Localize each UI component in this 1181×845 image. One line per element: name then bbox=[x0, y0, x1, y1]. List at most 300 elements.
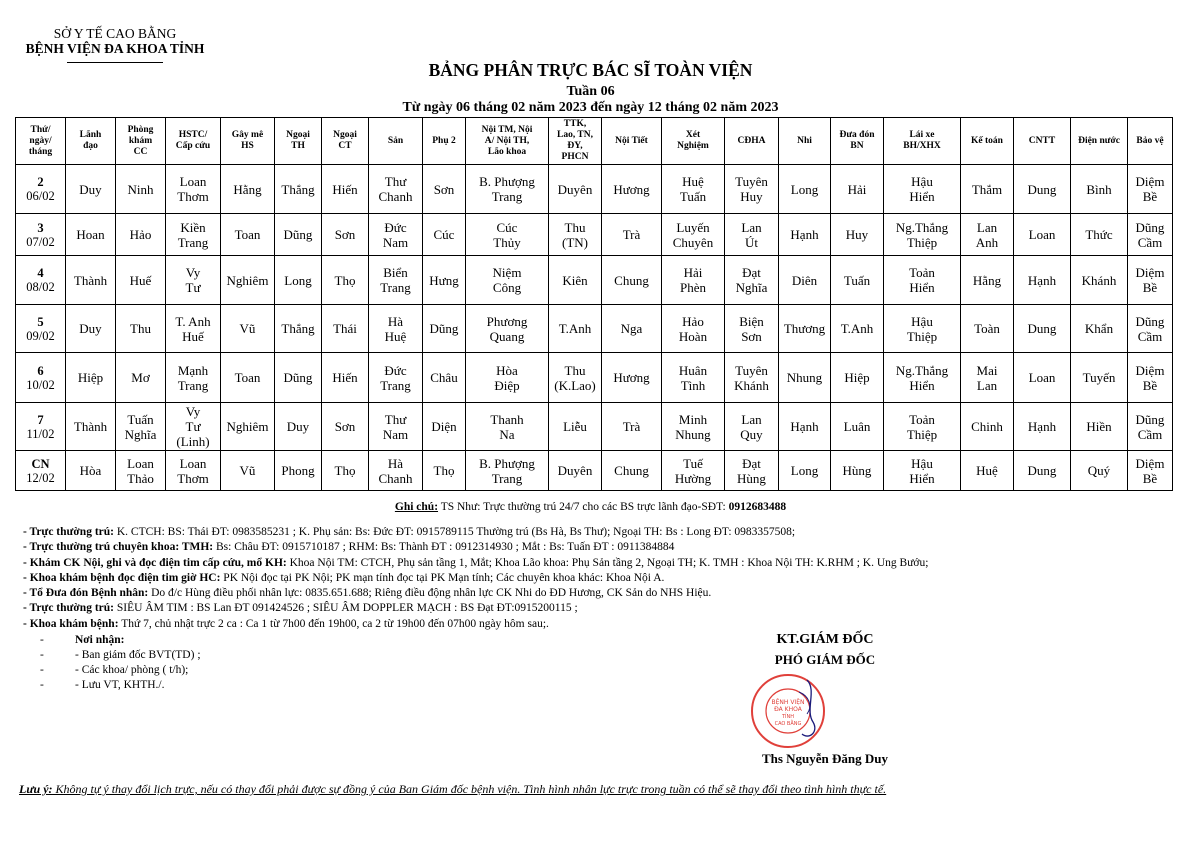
column-header: TTK, Lao, TN, ĐY, PHCN bbox=[549, 118, 602, 165]
doctor-names: Sơn bbox=[334, 419, 356, 434]
doctor-names: Hạnh bbox=[790, 419, 819, 434]
table-header-row bbox=[16, 118, 1173, 165]
duty-cell bbox=[166, 214, 221, 256]
seal-text-3: TỈNH bbox=[781, 714, 795, 720]
column-header: Ngoại TH bbox=[275, 118, 322, 165]
day-cell bbox=[16, 256, 66, 305]
day-cell bbox=[16, 214, 66, 256]
doctor-names: Hạnh bbox=[790, 227, 819, 242]
duty-cell bbox=[116, 165, 166, 214]
recipient-item: - Ban giám đốc BVT(TD) ; bbox=[75, 649, 201, 661]
table-row bbox=[16, 165, 1173, 214]
duty-cell bbox=[1128, 353, 1173, 403]
doctor-names: Kiền Trang bbox=[177, 219, 209, 250]
doctor-names: Diện bbox=[431, 419, 457, 434]
recipient-item: - Các khoa/ phòng ( t/h); bbox=[75, 664, 189, 676]
duty-cell bbox=[1071, 214, 1128, 256]
date: 11/02 bbox=[26, 426, 55, 441]
doctor-names: Hiến bbox=[332, 181, 358, 197]
note-line bbox=[23, 571, 1173, 586]
duty-cell bbox=[221, 403, 275, 451]
doctor-names: Hiệp bbox=[77, 370, 104, 385]
doctor-names: Dung bbox=[1027, 181, 1057, 197]
doctor-names: Long bbox=[790, 463, 819, 478]
duty-cell bbox=[602, 305, 662, 353]
doctor-names: Đạt Nghĩa bbox=[735, 265, 768, 295]
doctor-names: Phương Quang bbox=[486, 313, 528, 344]
duty-cell bbox=[884, 305, 961, 353]
duty-cell bbox=[884, 403, 961, 451]
doctor-names: Khẩn bbox=[1084, 321, 1114, 336]
duty-cell bbox=[549, 214, 602, 256]
signature-subtitle: PHÓ GIÁM ĐỐC bbox=[774, 652, 876, 667]
doctor-names: Niệm Công bbox=[492, 265, 522, 295]
duty-cell bbox=[322, 214, 369, 256]
column-header: Điện nước bbox=[1071, 118, 1128, 165]
duty-cell bbox=[116, 256, 166, 305]
duty-cell bbox=[1071, 451, 1128, 491]
doctor-names: Loan Thơm bbox=[177, 174, 209, 204]
doctor-names: Thanh Na bbox=[490, 411, 524, 442]
duty-cell bbox=[166, 451, 221, 491]
note-line bbox=[23, 617, 1173, 632]
duty-cell bbox=[66, 256, 116, 305]
doctor-names: Hảo Hoàn bbox=[678, 313, 708, 344]
duty-cell bbox=[779, 165, 831, 214]
date: 06/02 bbox=[26, 189, 55, 203]
doctor-names: Dung bbox=[1027, 321, 1057, 336]
date: 09/02 bbox=[26, 328, 55, 343]
duty-cell bbox=[275, 451, 322, 491]
duty-cell bbox=[423, 403, 466, 451]
note-phone: 0912683488 bbox=[728, 501, 787, 513]
column-header: Thứ/ ngày/ tháng bbox=[16, 118, 66, 165]
doctor-names: Hiến bbox=[332, 370, 358, 385]
table-row bbox=[16, 214, 1173, 256]
duty-cell bbox=[725, 353, 779, 403]
duty-cell bbox=[369, 305, 423, 353]
duty-cell bbox=[1071, 305, 1128, 353]
duty-cell bbox=[779, 403, 831, 451]
doctor-names: Luân bbox=[843, 419, 871, 434]
recipients-title: Nơi nhận: bbox=[75, 634, 125, 646]
hospital-seal-icon bbox=[747, 670, 829, 752]
date-range: Từ ngày 06 tháng 02 năm 2023 đến ngày 12 tháng 02 năm 2023 bbox=[402, 100, 779, 115]
doctor-names: Toản Hiển bbox=[909, 265, 935, 295]
duty-cell bbox=[466, 214, 549, 256]
note-line-text: Do đ/c Hùng điều phối nhân lực: 0835.651.688; Riêng điều động nhân lực CK Nhi do ĐD Hương, CK Sản do NHS Hiệu. bbox=[148, 587, 712, 600]
day-cell bbox=[16, 353, 66, 403]
recipients-block: - Nơi nhận: - - Ban giám đốc BVT(TD) ; - - Các khoa/ phòng ( t/h); - - Lưu VT, KHTH./. bbox=[40, 634, 201, 691]
doctor-names: Đức Trang bbox=[380, 362, 411, 393]
doctor-names: Diên bbox=[791, 272, 818, 288]
table-row bbox=[16, 353, 1173, 403]
weekday: 3 bbox=[37, 220, 44, 235]
doctor-names: Thắng bbox=[281, 321, 315, 336]
doctor-names: Luyến Chuyên bbox=[672, 219, 714, 250]
duty-cell bbox=[66, 165, 116, 214]
org-header bbox=[20, 26, 210, 63]
doctor-names: Tuyên Khánh bbox=[734, 362, 769, 393]
note-line-text: SIÊU ÂM TIM : BS Lan ĐT 091424526 ; SIÊU ÂM DOPPLER MẠCH : BS Đạt ĐT:0915200115 ; bbox=[113, 602, 578, 615]
duty-cell bbox=[779, 256, 831, 305]
note-line-text: Khoa Nội TM: CTCH, Phụ sản tầng 1, Mắt; Khoa Lão khoa: Phụ Sản tầng 2, Ngoại TH; K. TMH : Khoa Nội TH: K.RHM ; K. Ung Bướu; bbox=[286, 556, 929, 569]
doctor-names: Nhung bbox=[786, 370, 823, 385]
doctor-names: Toan bbox=[234, 370, 261, 385]
doctor-names: Mai Lan bbox=[976, 362, 998, 393]
doctor-names: Liễu bbox=[563, 419, 587, 434]
seal-text-1: BỆNH VIỆN bbox=[771, 699, 805, 706]
doctor-names: Hương bbox=[613, 181, 650, 197]
duty-cell bbox=[831, 403, 884, 451]
doctor-names: Hậu Hiển bbox=[909, 455, 935, 486]
note-line-text: PK Nội đọc tại PK Nội; PK mạn tính đọc tại PK Mạn tính; Các chuyên khoa khác: Khoa Nội A. bbox=[220, 571, 665, 584]
duty-cell bbox=[662, 305, 725, 353]
doctor-names: Nghiêm bbox=[226, 419, 269, 434]
duty-cell bbox=[166, 353, 221, 403]
table-row bbox=[16, 451, 1173, 491]
duty-cell bbox=[1128, 305, 1173, 353]
duty-cell bbox=[466, 256, 549, 305]
day-cell bbox=[16, 403, 66, 451]
signer-name: Ths Nguyễn Đăng Duy bbox=[761, 751, 889, 766]
duty-cell bbox=[662, 256, 725, 305]
doctor-names: Khánh bbox=[1081, 272, 1117, 288]
duty-cell bbox=[221, 451, 275, 491]
duty-cell bbox=[369, 165, 423, 214]
duty-cell bbox=[423, 165, 466, 214]
doctor-names: Hòa Điệp bbox=[494, 362, 520, 393]
duty-cell bbox=[831, 214, 884, 256]
note-line-label: - Trực thường trú: bbox=[23, 602, 114, 615]
duty-cell bbox=[1014, 305, 1071, 353]
doctor-names: Thọ bbox=[433, 463, 455, 478]
doctor-names: Dũng Cầm bbox=[1135, 313, 1165, 344]
duty-cell bbox=[961, 165, 1014, 214]
duty-cell bbox=[221, 256, 275, 305]
day-cell bbox=[16, 305, 66, 353]
note-line-text: Bs: Châu ĐT: 0915710187 ; RHM: Bs: Thành ĐT : 0912314930 ; Mắt : Bs: Tuấn ĐT : 0911384884 bbox=[213, 541, 675, 554]
doctor-names: Duy bbox=[79, 181, 102, 197]
duty-cell bbox=[884, 214, 961, 256]
duty-cell bbox=[831, 353, 884, 403]
duty-cell bbox=[662, 353, 725, 403]
duty-cell bbox=[275, 165, 322, 214]
doctor-names: Diệm Bề bbox=[1135, 362, 1165, 393]
doctor-names: Ng.Thắng Hiển bbox=[895, 362, 949, 393]
note-line bbox=[23, 540, 1173, 555]
duty-cell bbox=[322, 165, 369, 214]
doctor-names: Mạnh Trang bbox=[177, 362, 209, 393]
doctor-names: Biển Trang bbox=[380, 265, 411, 295]
doctor-names: Hiền bbox=[1086, 419, 1112, 434]
note-line-label: - Trực thường trú: bbox=[23, 526, 114, 538]
doctor-names: Kiên bbox=[562, 272, 588, 288]
duty-cell bbox=[423, 256, 466, 305]
doctor-names: Huế bbox=[129, 272, 152, 288]
doctor-names: Thu (K.Lao) bbox=[554, 362, 596, 393]
note-label: Ghi chú: bbox=[394, 501, 439, 513]
doctor-names: Phong bbox=[281, 463, 315, 478]
column-header: Nội Tiết bbox=[602, 118, 662, 165]
column-header: Bảo vệ bbox=[1128, 118, 1173, 165]
doctor-names: Diệm Bề bbox=[1135, 455, 1165, 486]
doctor-names: Dũng bbox=[283, 227, 313, 242]
column-header: Lãnh đạo bbox=[66, 118, 116, 165]
duty-cell bbox=[1128, 256, 1173, 305]
duty-cell bbox=[725, 256, 779, 305]
duty-roster-table bbox=[15, 117, 1173, 491]
doctor-names: Lan Anh bbox=[975, 219, 999, 250]
duty-cell bbox=[1071, 165, 1128, 214]
duty-cell bbox=[831, 451, 884, 491]
signature-title: KT.GIÁM ĐỐC bbox=[776, 632, 874, 647]
duty-cell bbox=[1014, 256, 1071, 305]
doctor-names: Lan Quy bbox=[740, 411, 763, 442]
note-line-label: - Khoa khám bệnh đọc điện tim giờ HC: bbox=[23, 571, 221, 584]
doctor-names: Đức Nam bbox=[382, 219, 409, 250]
duty-cell bbox=[549, 305, 602, 353]
note-line-label: - Khoa khám bệnh: bbox=[23, 617, 119, 630]
duty-cell bbox=[831, 256, 884, 305]
doctor-names: B. Phượng Trang bbox=[479, 455, 535, 486]
doctor-names: Lan Út bbox=[741, 219, 762, 250]
doctor-names: Loan bbox=[1028, 370, 1056, 385]
footer-note bbox=[19, 782, 1179, 797]
duty-cell bbox=[275, 256, 322, 305]
doctor-names: Hiệp bbox=[844, 370, 870, 385]
weekday: 6 bbox=[37, 363, 44, 378]
duty-cell bbox=[66, 451, 116, 491]
duty-cell bbox=[549, 403, 602, 451]
doctor-names: Hòa bbox=[79, 463, 102, 478]
doctor-names: T. Anh Huế bbox=[175, 313, 211, 344]
doctor-names: Thức bbox=[1085, 227, 1113, 242]
duty-cell bbox=[322, 451, 369, 491]
column-header: CĐHA bbox=[725, 118, 779, 165]
duty-cell bbox=[831, 165, 884, 214]
table-body bbox=[16, 165, 1173, 491]
duty-cell bbox=[1071, 256, 1128, 305]
duty-cell bbox=[662, 403, 725, 451]
duty-cell bbox=[369, 214, 423, 256]
footer-text: Không tự ý thay đổi lịch trực, nếu có thay đổi phải được sự đồng ý của Ban Giám đốc bệnh viện. Tình hình nhân lực trực trong tuần có thể sẽ thay đổi theo tình hình thực tế. bbox=[52, 782, 887, 796]
table-row bbox=[16, 403, 1173, 451]
doctor-names: Loan Thơm bbox=[177, 455, 209, 486]
weekday: 4 bbox=[37, 266, 44, 280]
column-header: Nội TM, Nội A/ Nội TH, Lão khoa bbox=[466, 118, 549, 165]
note-line bbox=[23, 586, 1173, 601]
note-line bbox=[23, 601, 1173, 616]
duty-cell bbox=[549, 451, 602, 491]
column-header: Đưa đón BN bbox=[831, 118, 884, 165]
duty-cell bbox=[221, 353, 275, 403]
doctor-names: Loan Thảo bbox=[127, 455, 154, 486]
doctor-names: Thọ bbox=[334, 463, 356, 478]
doctor-names: Trà bbox=[622, 227, 641, 242]
duty-cell bbox=[725, 451, 779, 491]
duty-cell bbox=[221, 165, 275, 214]
duty-cell bbox=[961, 256, 1014, 305]
duty-cell bbox=[1014, 214, 1071, 256]
duty-cell bbox=[779, 353, 831, 403]
doctor-names: Thu bbox=[130, 321, 151, 336]
duty-cell bbox=[602, 165, 662, 214]
column-header: CNTT bbox=[1014, 118, 1071, 165]
note-line-label: - Khám CK Nội, ghi và đọc điện tim cấp cứu, mổ KH: bbox=[23, 556, 287, 569]
doctor-names: Thư Nam bbox=[382, 411, 409, 442]
doctor-names: Duy bbox=[286, 419, 310, 434]
doctor-names: Ninh bbox=[127, 181, 154, 197]
column-header: Gây mê HS bbox=[221, 118, 275, 165]
doctor-names: Nga bbox=[620, 321, 643, 336]
duty-cell bbox=[1128, 403, 1173, 451]
duty-cell bbox=[884, 256, 961, 305]
doctor-names: Hùng bbox=[842, 463, 872, 478]
duty-cell bbox=[166, 256, 221, 305]
duty-cell bbox=[1014, 451, 1071, 491]
doctor-names: Duy bbox=[79, 321, 102, 336]
week-label: Tuần 06 bbox=[566, 84, 615, 99]
doctor-names: Tuấn bbox=[843, 272, 871, 288]
seal-text-4: CAO BẰNG bbox=[774, 721, 802, 727]
duty-cell bbox=[275, 305, 322, 353]
duty-cell bbox=[66, 403, 116, 451]
column-header: Lái xe BH/XHX bbox=[884, 118, 961, 165]
note-line-label: - Trực thường trú chuyên khoa: TMH: bbox=[23, 541, 214, 554]
duty-cell bbox=[423, 305, 466, 353]
doctor-names: Thương bbox=[783, 321, 826, 336]
doctor-names: B. Phượng Trang bbox=[479, 174, 535, 204]
doctor-names: Dũng Cầm bbox=[1135, 411, 1165, 442]
duty-cell bbox=[884, 451, 961, 491]
duty-cell bbox=[275, 403, 322, 451]
weekday: 2 bbox=[37, 175, 44, 189]
doctor-names: Tuế Hường bbox=[674, 455, 712, 486]
doctor-names: Sơn bbox=[433, 181, 455, 197]
duty-cell bbox=[466, 451, 549, 491]
column-header: Kế toán bbox=[961, 118, 1014, 165]
doctor-names: Hải bbox=[847, 181, 867, 197]
duty-cell bbox=[884, 353, 961, 403]
duty-cell bbox=[423, 214, 466, 256]
doctor-names: Vũ bbox=[239, 463, 256, 478]
duty-cell bbox=[961, 403, 1014, 451]
duty-cell bbox=[221, 214, 275, 256]
duty-cell bbox=[549, 256, 602, 305]
seal-text-2: ĐA KHOA bbox=[774, 706, 802, 713]
doctor-names: Hải Phèn bbox=[680, 265, 706, 295]
doctor-names: Duyên bbox=[557, 463, 593, 478]
doctor-names: Huân Tình bbox=[678, 362, 708, 393]
doctor-names: Thắng bbox=[281, 181, 315, 197]
doctor-names: Đạt Hùng bbox=[737, 455, 766, 486]
doctor-names: Ng.Thắng Thiệp bbox=[895, 219, 949, 250]
duty-cell bbox=[662, 165, 725, 214]
duty-cell bbox=[275, 353, 322, 403]
doctor-names: Quý bbox=[1087, 463, 1111, 478]
weekday: CN bbox=[31, 456, 50, 471]
note-text: TS Như: Trực thường trú 24/7 cho các BS trực lãnh đạo-SĐT: bbox=[438, 501, 729, 513]
duty-cell bbox=[725, 214, 779, 256]
doctor-names: Hưng bbox=[429, 272, 459, 288]
doctor-names: Long bbox=[790, 181, 819, 197]
duty-cell bbox=[166, 305, 221, 353]
column-header: Xét Nghiệm bbox=[662, 118, 725, 165]
doctor-names: Dung bbox=[1027, 463, 1057, 478]
duty-cell bbox=[275, 214, 322, 256]
duty-cell bbox=[1014, 403, 1071, 451]
doctor-names: Thành bbox=[73, 272, 108, 288]
table-row bbox=[16, 256, 1173, 305]
doctor-names: Thư Chanh bbox=[378, 174, 413, 204]
duty-cell bbox=[662, 451, 725, 491]
doctor-names: Thọ bbox=[334, 272, 356, 288]
duty-cell bbox=[166, 165, 221, 214]
doctor-names: Toan bbox=[234, 227, 261, 242]
doctor-names: Hà Chanh bbox=[378, 455, 413, 486]
duty-cell bbox=[1071, 403, 1128, 451]
duty-cell bbox=[322, 403, 369, 451]
doctor-names: Vũ bbox=[239, 321, 256, 336]
doctor-names: Châu bbox=[430, 370, 458, 385]
doctor-names: Sơn bbox=[334, 227, 356, 242]
notes-list bbox=[23, 525, 1173, 632]
duty-cell bbox=[466, 165, 549, 214]
column-header: Phụ 2 bbox=[423, 118, 466, 165]
doctor-names: Hằng bbox=[972, 272, 1002, 288]
doctor-names: Huệ bbox=[976, 463, 998, 478]
general-note bbox=[0, 501, 1181, 513]
duty-cell bbox=[831, 305, 884, 353]
doctor-names: Toàn bbox=[974, 321, 1000, 336]
date: 10/02 bbox=[26, 377, 55, 392]
page-title: BẢNG PHÂN TRỰC BÁC SĨ TOÀN VIỆN bbox=[428, 60, 753, 80]
column-header: Phòng khám CC bbox=[116, 118, 166, 165]
duty-cell bbox=[1128, 214, 1173, 256]
doctor-names: Thái bbox=[333, 321, 357, 336]
weekday: 7 bbox=[37, 412, 44, 427]
doctor-names: Nghiêm bbox=[226, 272, 269, 288]
doctor-names: Hằng bbox=[233, 181, 262, 197]
duty-cell bbox=[369, 353, 423, 403]
duty-cell bbox=[602, 353, 662, 403]
doctor-names: Huy bbox=[845, 227, 869, 242]
duty-cell bbox=[369, 451, 423, 491]
doctor-names: Mơ bbox=[131, 370, 150, 385]
duty-cell bbox=[466, 403, 549, 451]
doctor-names: Hảo bbox=[129, 227, 152, 242]
duty-cell bbox=[779, 305, 831, 353]
footer-label: Lưu ý: bbox=[19, 782, 53, 796]
duty-cell bbox=[116, 353, 166, 403]
duty-cell bbox=[602, 403, 662, 451]
duty-cell bbox=[1014, 353, 1071, 403]
column-header: Sản bbox=[369, 118, 423, 165]
duty-cell bbox=[322, 256, 369, 305]
duty-cell bbox=[662, 214, 725, 256]
org-department: SỞ Y TẾ CAO BẰNG bbox=[53, 26, 177, 41]
duty-cell bbox=[369, 403, 423, 451]
duty-cell bbox=[423, 451, 466, 491]
duty-cell bbox=[116, 214, 166, 256]
doctor-names: Thắm bbox=[971, 181, 1003, 197]
duty-cell bbox=[116, 403, 166, 451]
doctor-names: Bình bbox=[1086, 181, 1112, 197]
duty-cell bbox=[322, 305, 369, 353]
column-header: Nhi bbox=[779, 118, 831, 165]
duty-cell bbox=[602, 451, 662, 491]
